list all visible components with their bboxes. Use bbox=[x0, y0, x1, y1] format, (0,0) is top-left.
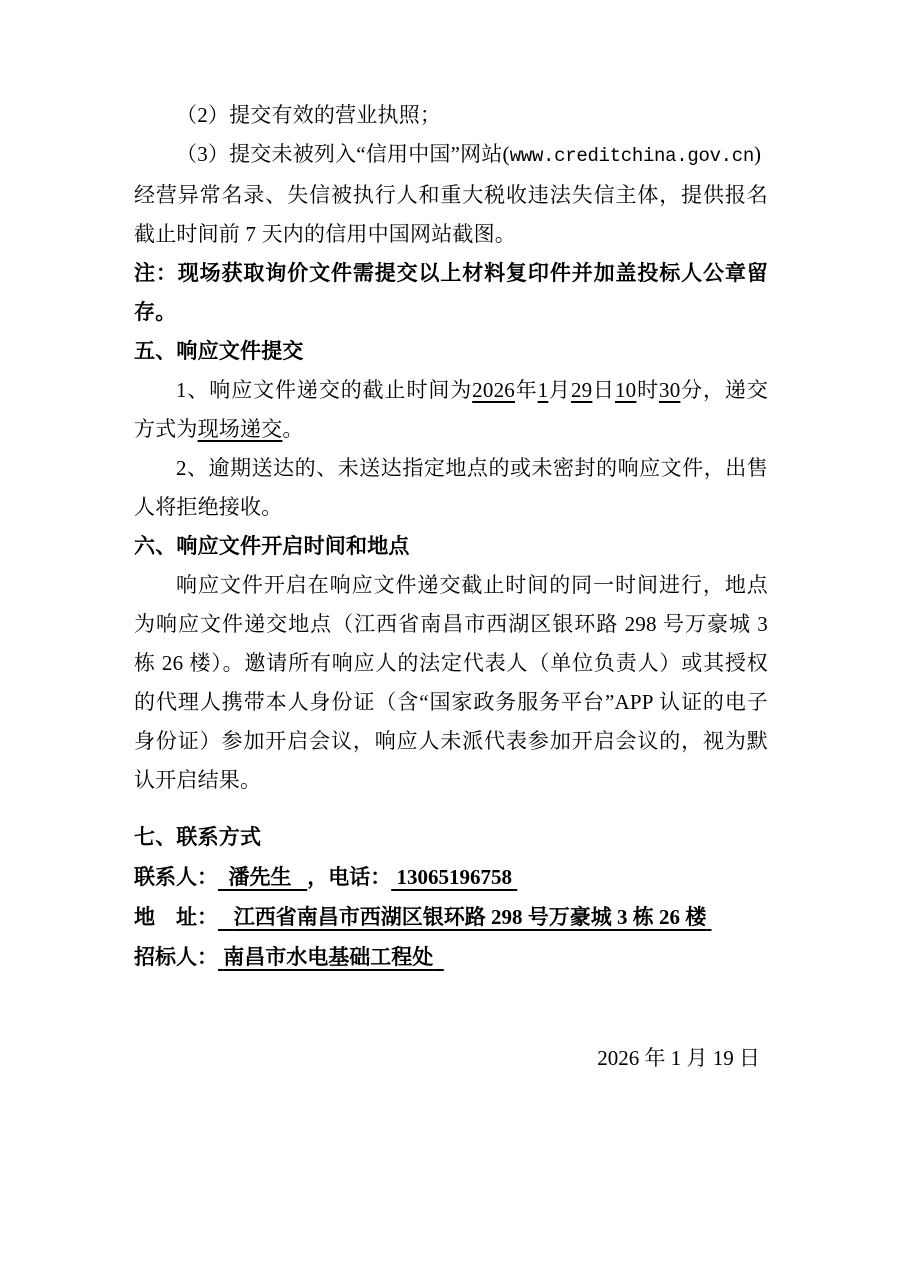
address-line bbox=[134, 897, 768, 937]
bidder-value: 南昌市水电基础工程处 bbox=[223, 945, 434, 969]
credit-china-url: www.creditchina.gov.cn bbox=[509, 145, 754, 167]
paragraph-item-2 bbox=[134, 96, 768, 135]
heading-section-seven bbox=[134, 818, 768, 857]
document-body bbox=[134, 96, 768, 1078]
section-five-heading-text: 五、响应文件提交 bbox=[134, 339, 304, 363]
deadline-month-unit: 月 bbox=[548, 378, 571, 402]
item-3-tail: ) bbox=[753, 142, 762, 166]
bidder-label: 招标人： bbox=[134, 945, 218, 969]
address-value: 江西省南昌市西湖区银环路 298 号万豪城 3 栋 26 楼 bbox=[233, 905, 707, 929]
item-3-cont-text: 经营异常名录、失信被执行人和重大税收违法失信主体，提供报名截止时间前 7 天内的信用中国网站截图。 bbox=[134, 183, 768, 246]
section-six-heading-text: 六、响应文件开启时间和地点 bbox=[134, 534, 410, 558]
deadline-hour: 10 bbox=[614, 378, 637, 402]
document-date bbox=[134, 1039, 768, 1078]
deadline-day: 29 bbox=[570, 378, 593, 402]
paragraph-note bbox=[134, 254, 768, 332]
heading-section-five bbox=[134, 332, 768, 371]
contact-person-value: 潘先生 bbox=[228, 865, 292, 889]
section-seven-heading-text: 七、联系方式 bbox=[134, 825, 262, 849]
bidder-line bbox=[134, 937, 768, 977]
deadline-minute-unit: 分，递交方式为 bbox=[134, 378, 769, 441]
heading-section-six bbox=[134, 527, 768, 566]
deadline-year: 2026 bbox=[472, 378, 515, 402]
phone-value: 13065196758 bbox=[396, 865, 512, 889]
deadline-month: 1 bbox=[537, 378, 549, 402]
paragraph-opening-details bbox=[134, 566, 768, 800]
deadline-tail: 。 bbox=[282, 417, 304, 441]
submission-method: 现场递交 bbox=[197, 417, 283, 441]
deadline-prefix: 1、响应文件递交的截止时间为 bbox=[176, 378, 473, 402]
note-text: 注：现场获取询价文件需提交以上材料复印件并加盖投标人公章留存。 bbox=[134, 261, 768, 324]
contact-person-label: 联系人： bbox=[134, 865, 218, 889]
paragraph-late-submission bbox=[134, 449, 768, 527]
deadline-year-unit: 年 bbox=[514, 378, 538, 402]
paragraph-item-3 bbox=[134, 135, 768, 176]
item-3-text: （3）提交未被列入“信用中国”网站( bbox=[176, 142, 510, 166]
paragraph-submission-deadline bbox=[134, 371, 768, 449]
spacer bbox=[134, 800, 768, 818]
late-submission-text: 2、逾期送达的、未送达指定地点的或未密封的响应文件，出售人将拒绝接收。 bbox=[134, 456, 768, 519]
document-date-text: 2026 年 1 月 19 日 bbox=[597, 1046, 760, 1070]
deadline-minute: 30 bbox=[659, 378, 681, 402]
deadline-day-unit: 日 bbox=[592, 378, 615, 402]
opening-details-text: 响应文件开启在响应文件递交截止时间的同一时间进行，地点为响应文件递交地点（江西省南昌市西湖区银环路 298 号万豪城 3 栋 26 楼）。邀请所有响应人的法定代表人（单位负责人）或其授权的代理人携带本人身份证（含“国家政务服务平台”APP 认证的电子身份证）参加开启会议，响应人未派代表参加开启会议的，视为默认开启结果。 bbox=[134, 573, 768, 792]
address-label: 地 址： bbox=[134, 905, 218, 929]
deadline-hour-unit: 时 bbox=[636, 378, 659, 402]
paragraph-item-3-continued bbox=[134, 176, 768, 254]
item-2-text: （2）提交有效的营业执照； bbox=[176, 103, 442, 127]
contact-person-line bbox=[134, 857, 768, 897]
phone-label: ，电话： bbox=[307, 865, 392, 889]
